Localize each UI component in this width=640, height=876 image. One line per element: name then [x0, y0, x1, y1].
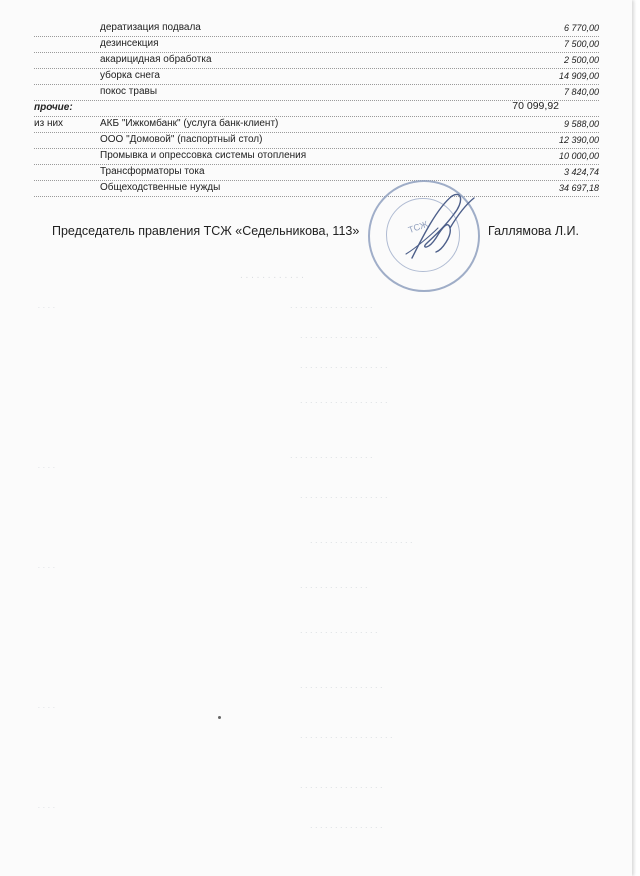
row-amount: 14 909,00: [558, 71, 599, 81]
row-amount: 9 588,00: [563, 119, 599, 129]
row-amount: 3 424,74: [563, 167, 599, 177]
of-which-label: из них: [34, 118, 64, 129]
row-amount: 10 000,00: [558, 151, 599, 161]
row-label: покос травы: [100, 86, 158, 97]
other-total: 70 099,92: [512, 100, 559, 112]
document-page: . . . . . . . . . . . . . . . . . . . . . . . . . . . . . . . . . . . . . . . . . . . . . . . . . . . . . . . . . . . . . . . . . . . . . . . . . . . . . . . . . . . . . . . . . . . . . . . . . . . . . . . . . . . . . . . . . . . . . . . . . . . . . . . . . . . . . . . . . . . . . . . . . . . . . . . . . . . . . . . . . . . . . . . . . . . . . . . . . . . . . . . . . . . . . . . . . . . . . . . . . . . . . . . . . . . . . . . . . . . . . . . . . . . . . . . . . . . . . . . . . . . . . . . . . . . . . . . дератизация подвала 6 770,00 дезинсекция 7 500,00 акарицидная обработка 2 500,00 уборка снега 14 909,00 покос травы 7 840,00 прочие: 70 099,92 из них АКБ "Ижкомбанк" (услуга банк-клиент) 9 588,00 ООО "Домовой" (паспортный стол) 12 390,00 Промывка и опрессовка системы отопления 10 000,00 Трансформаторы тока 3 424,74 Общеходственные нужды 34 697,18 Председатель правления ТСЖ «Седельникова, 113» Галлямова Л.И. ТСЖ: [0, 0, 632, 876]
table-row: [34, 20, 599, 37]
row-label: акарицидная обработка: [100, 54, 212, 65]
stamp-label: ТСЖ: [406, 218, 430, 236]
row-label: АКБ "Ижкомбанк" (услуга банк-клиент): [100, 118, 279, 129]
other-total-row: [34, 100, 599, 117]
row-amount: 7 500,00: [563, 39, 599, 49]
row-label: Общеходственные нужды: [100, 182, 221, 193]
table-row: [34, 68, 599, 85]
table-row: [34, 148, 599, 165]
row-amount: 12 390,00: [558, 135, 599, 145]
row-label: Трансформаторы тока: [100, 166, 205, 177]
row-label: уборка снега: [100, 70, 160, 81]
table-row: [34, 36, 599, 53]
row-amount: 34 697,18: [558, 183, 599, 193]
row-amount: 7 840,00: [563, 87, 599, 97]
row-amount: 6 770,00: [563, 23, 599, 33]
chairman-name: Галлямова Л.И.: [488, 224, 579, 238]
row-label: ООО "Домовой" (паспортный стол): [100, 134, 263, 145]
other-label: прочие:: [34, 102, 73, 113]
table-row: [34, 164, 599, 181]
table-row: [34, 52, 599, 69]
row-label: Промывка и опрессовка системы отопления: [100, 150, 307, 161]
table-row: [34, 132, 599, 149]
row-label: дезинсекция: [100, 38, 159, 49]
handwritten-signature: [392, 188, 482, 268]
chairman-title: Председатель правления ТСЖ «Седельникова, 113»: [52, 224, 360, 238]
table-row: [34, 180, 599, 197]
row-amount: 2 500,00: [563, 55, 599, 65]
row-label: дератизация подвала: [100, 22, 201, 33]
ink-dot: [218, 716, 221, 719]
table-row: [34, 116, 599, 133]
